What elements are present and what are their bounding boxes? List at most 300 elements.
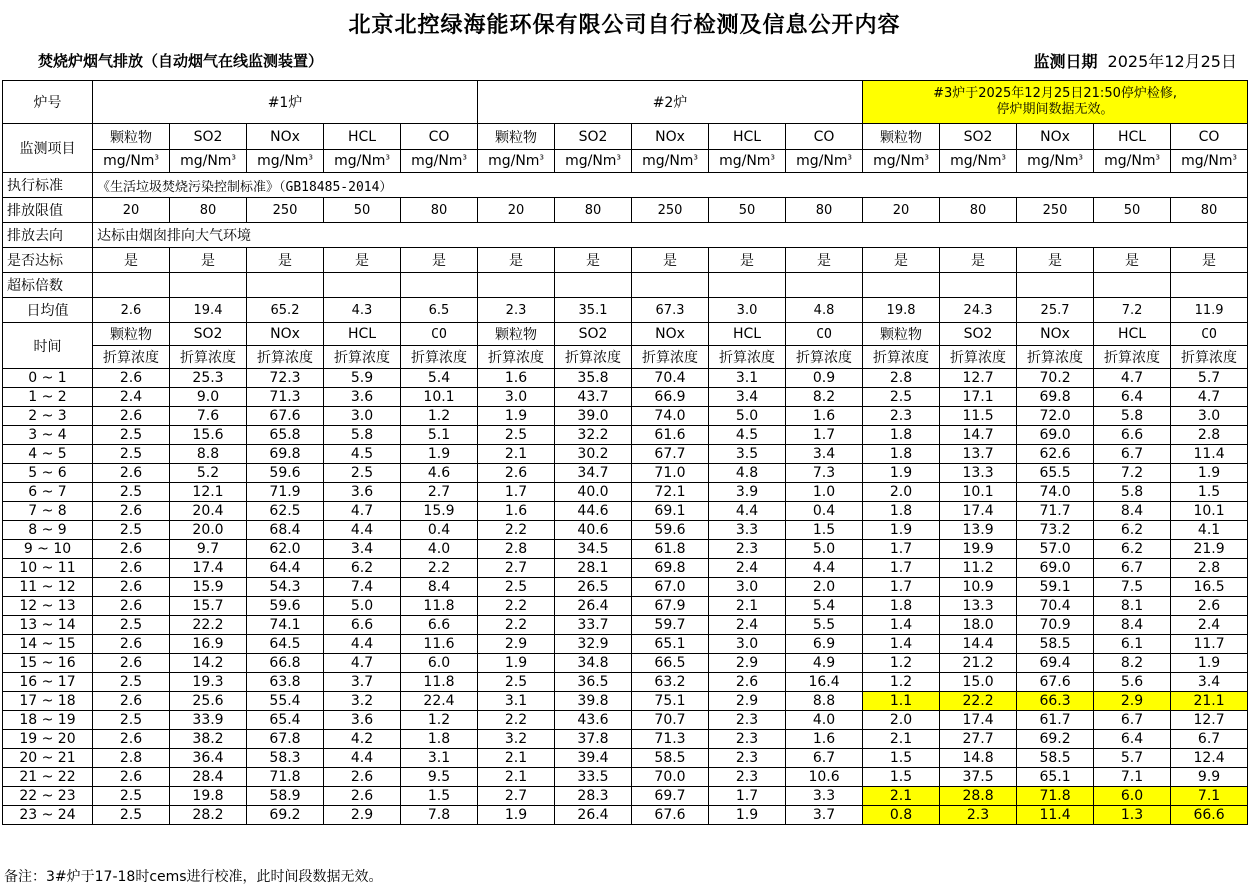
hour-value: 65.5 <box>1017 464 1094 483</box>
hour-value: 1.9 <box>863 521 940 540</box>
hour-value: 9.7 <box>170 540 247 559</box>
hour-value: 1.7 <box>786 426 863 445</box>
hour-value: 2.7 <box>478 559 555 578</box>
hour-value: 17.4 <box>940 502 1017 521</box>
conc-label: 折算浓度 <box>786 346 863 369</box>
hour-label: 2 ~ 3 <box>3 407 93 426</box>
hour-value: 32.9 <box>555 635 632 654</box>
hour-value: 12.4 <box>1171 749 1248 768</box>
limit-value: 20 <box>863 198 940 223</box>
hour-row <box>3 616 1248 635</box>
hour-value: 66.9 <box>632 388 709 407</box>
hour-value: 2.2 <box>478 711 555 730</box>
unit-text: mg/Nm <box>103 153 155 169</box>
hour-value: 2.6 <box>324 768 401 787</box>
hour-value: 2.5 <box>93 711 170 730</box>
hour-value: 66.6 <box>1171 806 1248 825</box>
hour-value: 2.7 <box>401 483 478 502</box>
hour-value: 2.8 <box>1171 426 1248 445</box>
hour-value: 2.1 <box>478 768 555 787</box>
hour-value: 1.5 <box>863 749 940 768</box>
hour-value: 3.1 <box>401 749 478 768</box>
conc-label: 折算浓度 <box>324 346 401 369</box>
hour-value: 2.0 <box>786 578 863 597</box>
hour-value: 1.9 <box>1171 464 1248 483</box>
hour-value: 70.2 <box>1017 369 1094 388</box>
exceed-value <box>1094 273 1171 298</box>
hour-value: 39.0 <box>555 407 632 426</box>
hour-value: 6.7 <box>1171 730 1248 749</box>
hour-value: 1.7 <box>863 540 940 559</box>
unit-cell <box>170 150 247 173</box>
hour-value: 65.8 <box>247 426 324 445</box>
hour-value: 67.8 <box>247 730 324 749</box>
hour-value: 2.3 <box>709 540 786 559</box>
hour-row <box>3 521 1248 540</box>
unit-superscript: 3 <box>385 153 390 162</box>
section-subtitle: 焚烧炉烟气排放（自动烟气在线监测装置） <box>38 52 324 70</box>
hour-value: 74.1 <box>247 616 324 635</box>
hour-row <box>3 635 1248 654</box>
unit-cell <box>632 150 709 173</box>
hour-value: 1.2 <box>863 654 940 673</box>
hour-value: 71.8 <box>247 768 324 787</box>
hour-value: 8.1 <box>1094 597 1171 616</box>
hour-value: 2.9 <box>1094 692 1171 711</box>
hour-value: 10.9 <box>940 578 1017 597</box>
hour-value: 44.6 <box>555 502 632 521</box>
hour-value: 7.2 <box>1094 464 1171 483</box>
limit-value: 50 <box>324 198 401 223</box>
hour-label: 12 ~ 13 <box>3 597 93 616</box>
hour-value: 38.2 <box>170 730 247 749</box>
hour-value: 2.9 <box>709 692 786 711</box>
hour-value: 5.8 <box>1094 483 1171 502</box>
hour-value: 3.4 <box>709 388 786 407</box>
time-pollutant-header: SO2 <box>170 323 247 346</box>
hour-value: 7.5 <box>1094 578 1171 597</box>
hour-value: 33.7 <box>555 616 632 635</box>
hour-value: 1.7 <box>863 559 940 578</box>
hour-value: 17.4 <box>940 711 1017 730</box>
hour-value: 14.4 <box>940 635 1017 654</box>
exceed-value <box>1171 273 1248 298</box>
standard-text: 《生活垃圾焚烧污染控制标准》（GB18485-2014） <box>93 173 1248 198</box>
hour-value: 5.6 <box>1094 673 1171 692</box>
hour-value: 2.1 <box>863 787 940 806</box>
hour-value: 2.4 <box>93 388 170 407</box>
hour-row <box>3 502 1248 521</box>
furnace-header-row <box>3 81 1248 124</box>
exceed-label: 超标倍数 <box>3 273 93 298</box>
hour-value: 1.8 <box>863 597 940 616</box>
hour-value: 69.2 <box>1017 730 1094 749</box>
hour-value: 1.2 <box>863 673 940 692</box>
hour-value: 3.1 <box>478 692 555 711</box>
daily-avg-value: 2.6 <box>93 298 170 323</box>
hour-label: 0 ~ 1 <box>3 369 93 388</box>
hour-row <box>3 692 1248 711</box>
daily-avg-value: 7.2 <box>1094 298 1171 323</box>
hour-value: 6.0 <box>401 654 478 673</box>
hour-value: 13.7 <box>940 445 1017 464</box>
hour-value: 11.6 <box>401 635 478 654</box>
hour-value: 7.4 <box>324 578 401 597</box>
hour-value: 4.7 <box>324 502 401 521</box>
hour-value: 4.2 <box>324 730 401 749</box>
hour-value: 70.4 <box>1017 597 1094 616</box>
daily-avg-value: 6.5 <box>401 298 478 323</box>
hour-value: 59.6 <box>247 464 324 483</box>
hour-value: 43.6 <box>555 711 632 730</box>
unit-superscript: 3 <box>539 153 544 162</box>
standard-row <box>3 173 1248 198</box>
date-label: 监测日期 <box>1033 52 1098 71</box>
hour-value: 2.5 <box>93 445 170 464</box>
hour-value: 65.1 <box>632 635 709 654</box>
compliant-value: 是 <box>1094 248 1171 273</box>
hour-value: 0.4 <box>786 502 863 521</box>
hour-value: 8.2 <box>786 388 863 407</box>
hour-value: 4.4 <box>786 559 863 578</box>
hour-value: 6.7 <box>786 749 863 768</box>
hour-value: 3.0 <box>709 635 786 654</box>
hour-value: 6.1 <box>1094 635 1171 654</box>
hour-row <box>3 730 1248 749</box>
hour-value: 1.9 <box>709 806 786 825</box>
hour-value: 2.6 <box>478 464 555 483</box>
hour-value: 1.9 <box>478 806 555 825</box>
hour-value: 2.1 <box>863 730 940 749</box>
hour-value: 5.2 <box>170 464 247 483</box>
hour-value: 2.6 <box>324 787 401 806</box>
hour-value: 22.4 <box>401 692 478 711</box>
hour-value: 8.8 <box>170 445 247 464</box>
hour-value: 4.7 <box>324 654 401 673</box>
compliant-value: 是 <box>401 248 478 273</box>
unit-superscript: 3 <box>847 153 852 162</box>
furnace-no-label: 炉号 <box>3 81 93 124</box>
conc-label: 折算浓度 <box>478 346 555 369</box>
hour-value: 3.0 <box>709 578 786 597</box>
furnace-2-label: #2炉 <box>478 81 863 124</box>
hour-value: 5.7 <box>1094 749 1171 768</box>
compliant-value: 是 <box>555 248 632 273</box>
hour-value: 2.6 <box>93 407 170 426</box>
hour-value: 20.0 <box>170 521 247 540</box>
hour-value: 43.7 <box>555 388 632 407</box>
hour-value: 7.1 <box>1094 768 1171 787</box>
hour-row <box>3 711 1248 730</box>
compliant-value: 是 <box>478 248 555 273</box>
time-pollutant-header: CO <box>401 323 478 346</box>
hour-value: 11.4 <box>1017 806 1094 825</box>
standard-label: 执行标准 <box>3 173 93 198</box>
hour-row <box>3 426 1248 445</box>
hour-row <box>3 806 1248 825</box>
hour-value: 1.1 <box>863 692 940 711</box>
hour-value: 2.3 <box>709 768 786 787</box>
hour-label: 13 ~ 14 <box>3 616 93 635</box>
hour-value: 3.0 <box>1171 407 1248 426</box>
hour-value: 69.8 <box>632 559 709 578</box>
hour-value: 6.2 <box>1094 521 1171 540</box>
hour-row <box>3 559 1248 578</box>
hour-value: 5.9 <box>324 369 401 388</box>
hour-value: 16.9 <box>170 635 247 654</box>
unit-text: mg/Nm <box>796 153 848 169</box>
hour-value: 63.2 <box>632 673 709 692</box>
conc-label: 折算浓度 <box>170 346 247 369</box>
hour-label: 14 ~ 15 <box>3 635 93 654</box>
hour-value: 2.5 <box>93 521 170 540</box>
hour-value: 2.6 <box>93 730 170 749</box>
exceed-value <box>401 273 478 298</box>
hour-value: 2.6 <box>93 464 170 483</box>
hour-value: 65.1 <box>1017 768 1094 787</box>
hour-value: 58.5 <box>1017 749 1094 768</box>
compliant-value: 是 <box>170 248 247 273</box>
unit-text: mg/Nm <box>257 153 309 169</box>
hour-value: 1.6 <box>786 407 863 426</box>
hour-value: 6.4 <box>1094 388 1171 407</box>
compliant-value: 是 <box>863 248 940 273</box>
hour-value: 6.7 <box>1094 445 1171 464</box>
unit-superscript: 3 <box>1232 153 1237 162</box>
notice-line-2: 停炉期间数据无效。 <box>996 102 1114 117</box>
hour-value: 2.9 <box>478 635 555 654</box>
hour-value: 15.7 <box>170 597 247 616</box>
hour-value: 1.7 <box>709 787 786 806</box>
hour-value: 40.0 <box>555 483 632 502</box>
daily-avg-value: 19.8 <box>863 298 940 323</box>
hour-value: 2.5 <box>93 673 170 692</box>
hour-value: 32.2 <box>555 426 632 445</box>
hour-value: 12.7 <box>940 369 1017 388</box>
hour-value: 2.8 <box>1171 559 1248 578</box>
hour-label: 11 ~ 12 <box>3 578 93 597</box>
compliant-value: 是 <box>93 248 170 273</box>
unit-text: mg/Nm <box>950 153 1002 169</box>
limit-label: 排放限值 <box>3 198 93 223</box>
hour-value: 22.2 <box>940 692 1017 711</box>
hour-value: 2.2 <box>478 597 555 616</box>
hour-value: 15.0 <box>940 673 1017 692</box>
compliant-value: 是 <box>709 248 786 273</box>
hour-value: 2.3 <box>709 730 786 749</box>
hour-value: 72.0 <box>1017 407 1094 426</box>
exceed-value <box>709 273 786 298</box>
compliant-value: 是 <box>632 248 709 273</box>
hour-value: 67.6 <box>632 806 709 825</box>
hour-value: 33.5 <box>555 768 632 787</box>
hour-value: 67.6 <box>1017 673 1094 692</box>
hour-value: 2.3 <box>863 407 940 426</box>
hour-value: 28.2 <box>170 806 247 825</box>
hour-value: 2.6 <box>93 369 170 388</box>
hour-value: 11.8 <box>401 673 478 692</box>
pollutant-header: NOx <box>1017 124 1094 150</box>
unit-superscript: 3 <box>770 153 775 162</box>
exceed-value <box>786 273 863 298</box>
unit-row <box>3 150 1248 173</box>
hour-value: 14.8 <box>940 749 1017 768</box>
hour-value: 2.2 <box>401 559 478 578</box>
hour-value: 0.8 <box>863 806 940 825</box>
hour-value: 70.7 <box>632 711 709 730</box>
hour-value: 2.5 <box>324 464 401 483</box>
hour-value: 1.3 <box>1094 806 1171 825</box>
hour-value: 11.7 <box>1171 635 1248 654</box>
hour-value: 71.0 <box>632 464 709 483</box>
hour-value: 2.5 <box>93 426 170 445</box>
hour-value: 19.3 <box>170 673 247 692</box>
hour-value: 25.6 <box>170 692 247 711</box>
hour-value: 58.5 <box>1017 635 1094 654</box>
compliant-value: 是 <box>940 248 1017 273</box>
hour-row <box>3 787 1248 806</box>
limit-value: 250 <box>1017 198 1094 223</box>
hour-value: 7.3 <box>786 464 863 483</box>
hour-row <box>3 540 1248 559</box>
hour-label: 16 ~ 17 <box>3 673 93 692</box>
daily-avg-value: 25.7 <box>1017 298 1094 323</box>
hour-value: 4.7 <box>1094 369 1171 388</box>
hour-row <box>3 407 1248 426</box>
hour-value: 2.6 <box>93 768 170 787</box>
hour-row <box>3 749 1248 768</box>
hour-value: 1.9 <box>863 464 940 483</box>
hour-value: 15.9 <box>170 578 247 597</box>
hour-value: 2.6 <box>93 502 170 521</box>
hour-value: 74.0 <box>632 407 709 426</box>
hour-value: 2.8 <box>93 749 170 768</box>
time-pollutant-header: SO2 <box>940 323 1017 346</box>
hour-value: 3.6 <box>324 711 401 730</box>
compliant-label: 是否达标 <box>3 248 93 273</box>
hour-value: 3.4 <box>1171 673 1248 692</box>
hour-value: 69.0 <box>1017 559 1094 578</box>
unit-text: mg/Nm <box>1104 153 1156 169</box>
hour-value: 2.6 <box>709 673 786 692</box>
unit-superscript: 3 <box>693 153 698 162</box>
exceed-value <box>632 273 709 298</box>
conc-label: 折算浓度 <box>555 346 632 369</box>
hour-value: 11.4 <box>1171 445 1248 464</box>
pollutant-header: CO <box>786 124 863 150</box>
hour-value: 61.6 <box>632 426 709 445</box>
hour-value: 72.3 <box>247 369 324 388</box>
unit-cell <box>93 150 170 173</box>
hour-value: 2.6 <box>93 597 170 616</box>
time-pollutant-header: 颗粒物 <box>478 323 555 346</box>
hour-value: 2.5 <box>478 673 555 692</box>
unit-cell <box>478 150 555 173</box>
hour-label: 20 ~ 21 <box>3 749 93 768</box>
hour-value: 5.4 <box>401 369 478 388</box>
hour-value: 39.8 <box>555 692 632 711</box>
hour-value: 3.2 <box>324 692 401 711</box>
conc-label: 折算浓度 <box>247 346 324 369</box>
emission-table <box>2 80 1248 825</box>
unit-text: mg/Nm <box>1181 153 1233 169</box>
limit-value: 20 <box>478 198 555 223</box>
hour-value: 34.5 <box>555 540 632 559</box>
compliant-value: 是 <box>247 248 324 273</box>
compliant-value: 是 <box>1017 248 1094 273</box>
hour-value: 74.0 <box>1017 483 1094 502</box>
exceed-value <box>93 273 170 298</box>
hour-value: 70.0 <box>632 768 709 787</box>
compliant-value: 是 <box>786 248 863 273</box>
hour-value: 63.8 <box>247 673 324 692</box>
hour-value: 35.8 <box>555 369 632 388</box>
hour-value: 61.8 <box>632 540 709 559</box>
unit-superscript: 3 <box>1078 153 1083 162</box>
hour-value: 2.8 <box>478 540 555 559</box>
hour-label: 6 ~ 7 <box>3 483 93 502</box>
limit-value: 250 <box>632 198 709 223</box>
unit-superscript: 3 <box>1155 153 1160 162</box>
hour-value: 2.3 <box>709 749 786 768</box>
limit-value: 80 <box>786 198 863 223</box>
hour-value: 6.2 <box>1094 540 1171 559</box>
daily-avg-row <box>3 298 1248 323</box>
hour-value: 6.9 <box>786 635 863 654</box>
pollutant-header: SO2 <box>170 124 247 150</box>
hour-value: 2.6 <box>93 635 170 654</box>
hour-value: 9.0 <box>170 388 247 407</box>
hour-value: 0.9 <box>786 369 863 388</box>
hour-value: 2.6 <box>93 559 170 578</box>
hour-value: 65.4 <box>247 711 324 730</box>
hour-value: 0.4 <box>401 521 478 540</box>
hour-value: 21.2 <box>940 654 1017 673</box>
hour-value: 2.8 <box>863 369 940 388</box>
hour-value: 2.4 <box>709 559 786 578</box>
hour-value: 2.1 <box>709 597 786 616</box>
hour-value: 58.9 <box>247 787 324 806</box>
hour-value: 1.5 <box>863 768 940 787</box>
hour-value: 6.7 <box>1094 711 1171 730</box>
hour-value: 1.9 <box>401 445 478 464</box>
pollutant-header: NOx <box>632 124 709 150</box>
unit-cell <box>940 150 1017 173</box>
unit-superscript: 3 <box>308 153 313 162</box>
conc-label: 折算浓度 <box>93 346 170 369</box>
furnace-3-notice <box>863 81 1248 124</box>
daily-avg-value: 19.4 <box>170 298 247 323</box>
hour-value: 22.2 <box>170 616 247 635</box>
hour-value: 26.4 <box>555 806 632 825</box>
pollutant-row <box>3 124 1248 150</box>
hour-value: 3.1 <box>709 369 786 388</box>
hour-value: 69.7 <box>632 787 709 806</box>
unit-superscript: 3 <box>924 153 929 162</box>
hour-value: 30.2 <box>555 445 632 464</box>
hour-value: 21.9 <box>1171 540 1248 559</box>
time-pollutant-header: HCL <box>1094 323 1171 346</box>
compliant-value: 是 <box>324 248 401 273</box>
time-pollutant-header: NOx <box>247 323 324 346</box>
hour-label: 9 ~ 10 <box>3 540 93 559</box>
hour-row <box>3 388 1248 407</box>
hour-value: 5.0 <box>709 407 786 426</box>
hour-value: 4.7 <box>1171 388 1248 407</box>
hour-value: 59.6 <box>632 521 709 540</box>
hour-label: 4 ~ 5 <box>3 445 93 464</box>
unit-superscript: 3 <box>231 153 236 162</box>
